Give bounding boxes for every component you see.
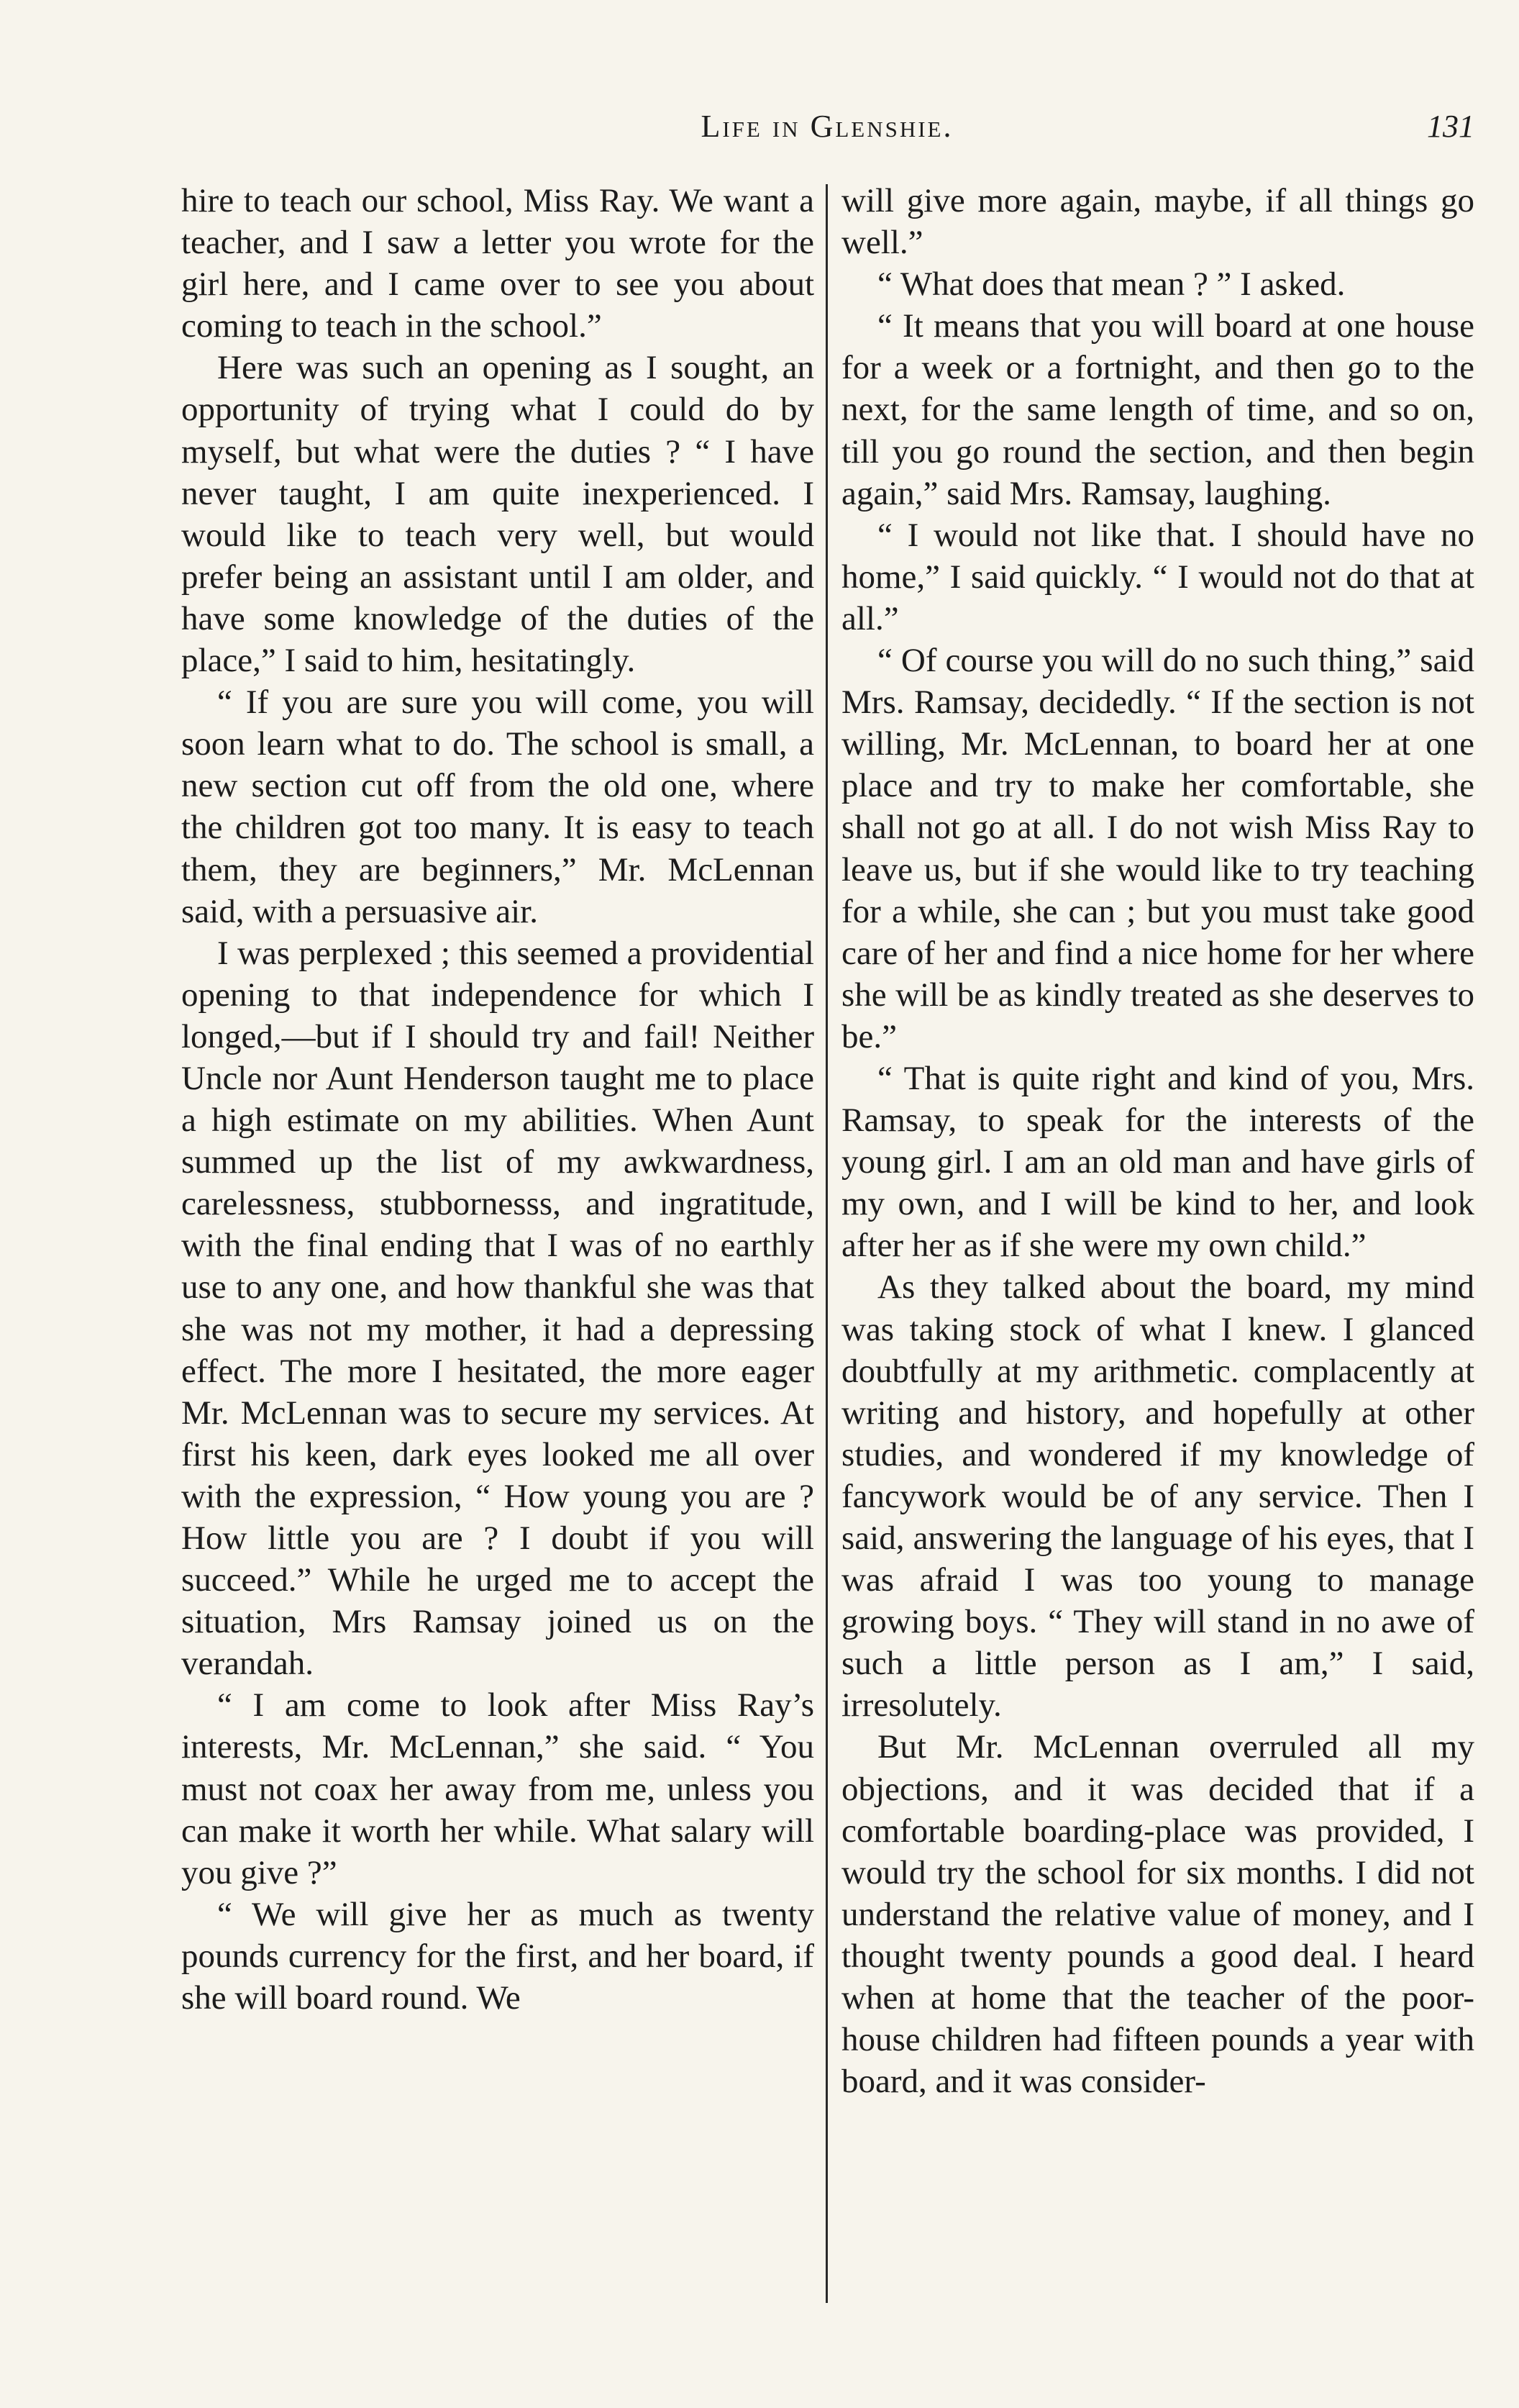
page-header: [180, 108, 1474, 158]
paragraph: “ What does that mean ? ” I asked.: [877, 265, 1346, 304]
paragraph: Here was such an opening as I sought, an opportunity of trying what I could do by myself, but what were the duties ? “ I have never taught, I am quite inexperienced. I would like to teach very well, but would prefer being an assistant until I am older, and have some knowledge of the duties of the place,” I said to him, hesitatingly.: [181, 349, 814, 680]
paragraph: “ I would not like that. I should have no home,” I said quickly. “ I would not do that at all.”: [841, 516, 1474, 637]
paragraph: “ That is quite right and kind of you, Mrs. Ramsay, to speak for the interests of the young girl. I am an old man and have girls of my own, and I will be kind to her, and look after her as if she were my own child.”: [841, 1059, 1474, 1265]
left-column: [181, 180, 814, 2019]
paragraph: As they talked about the board, my mind was taking stock of what I knew. I glanced doubtfully at my arithmetic. complacently at writing and history, and hopefully at other studies, and wondered if my knowledge of fancywork would be of any service. Then I said, answering the language of his eyes, that I was afraid I was too young to manage growing boys. “ They will stand in no awe of such a little person as I am,” I said, irresolutely.: [841, 1268, 1474, 1725]
paragraph: will give more again, maybe, if all things go well.”: [841, 182, 1474, 262]
right-column: [841, 180, 1474, 2102]
paragraph: But Mr. McLennan overruled all my objections, and it was decided that if a comfortable boarding-place was provided, I would try the school for six months. I did not understand the relative value of money, and I thought twenty pounds a good deal. I heard when at home that the teacher of the poor-house children had fifteen pounds a year with board, and it was consider-: [841, 1728, 1474, 2101]
column-divider: [826, 184, 828, 2303]
paragraph: I was perplexed ; this seemed a providential opening to that independence for which I longed,—but if I should try and fail! Neither Uncle nor Aunt Henderson taught me to place a high estimate on my abilities. When Aunt summed up the list of my awkwardness, carelessness, stubbornesss, and ingratitude, with the final ending that I was of no earthly use to any one, and how thankful she was that she was not my mother, it had a depressing effect. The more I hesitated, the more eager Mr. McLennan was to secure my services. At first his keen, dark eyes looked me all over with the expression, “ How young you are ? How little you are ? I doubt if you will succeed.” While he urged me to accept the situation, Mrs Ramsay joined us on the verandah.: [181, 934, 814, 1683]
paragraph: “ We will give her as much as twenty pounds currency for the first, and her board, if she will board round. We: [181, 1895, 814, 2017]
page-number: 131: [1427, 109, 1474, 144]
paragraph: “ I am come to look after Miss Ray’s interests, Mr. McLennan,” she said. “ You must not coax her away from me, unless you can make it worth her while. What salary will you give ?”: [181, 1686, 814, 1891]
paragraph: “ If you are sure you will come, you will soon learn what to do. The school is small, a new section cut off from the old one, where the children got too many. It is easy to teach them, they are beginners,” Mr. McLennan said, with a persuasive air.: [181, 683, 814, 930]
paragraph: “ Of course you will do no such thing,” said Mrs. Ramsay, decidedly. “ If the section is not willing, Mr. McLennan, to board her at one place and try to make her comfortable, she shall not go at all. I do not wish Miss Ray to leave us, but if she would like to try teaching for a while, she can ; but you must take good care of her and find a nice home for her where she will be as kindly treated as she deserves to be.”: [841, 642, 1474, 1055]
paragraph: hire to teach our school, Miss Ray. We want a teacher, and I saw a letter you wrote for the girl here, and I came over to see you about coming to teach in the school.”: [181, 182, 814, 345]
paragraph: “ It means that you will board at one house for a week or a fortnight, and then go to the next, for the same length of time, and so on, till you go round the section, and then begin again,” said Mrs. Ramsay, laughing.: [841, 307, 1474, 512]
running-head: Life in Glenshie.: [701, 109, 954, 144]
